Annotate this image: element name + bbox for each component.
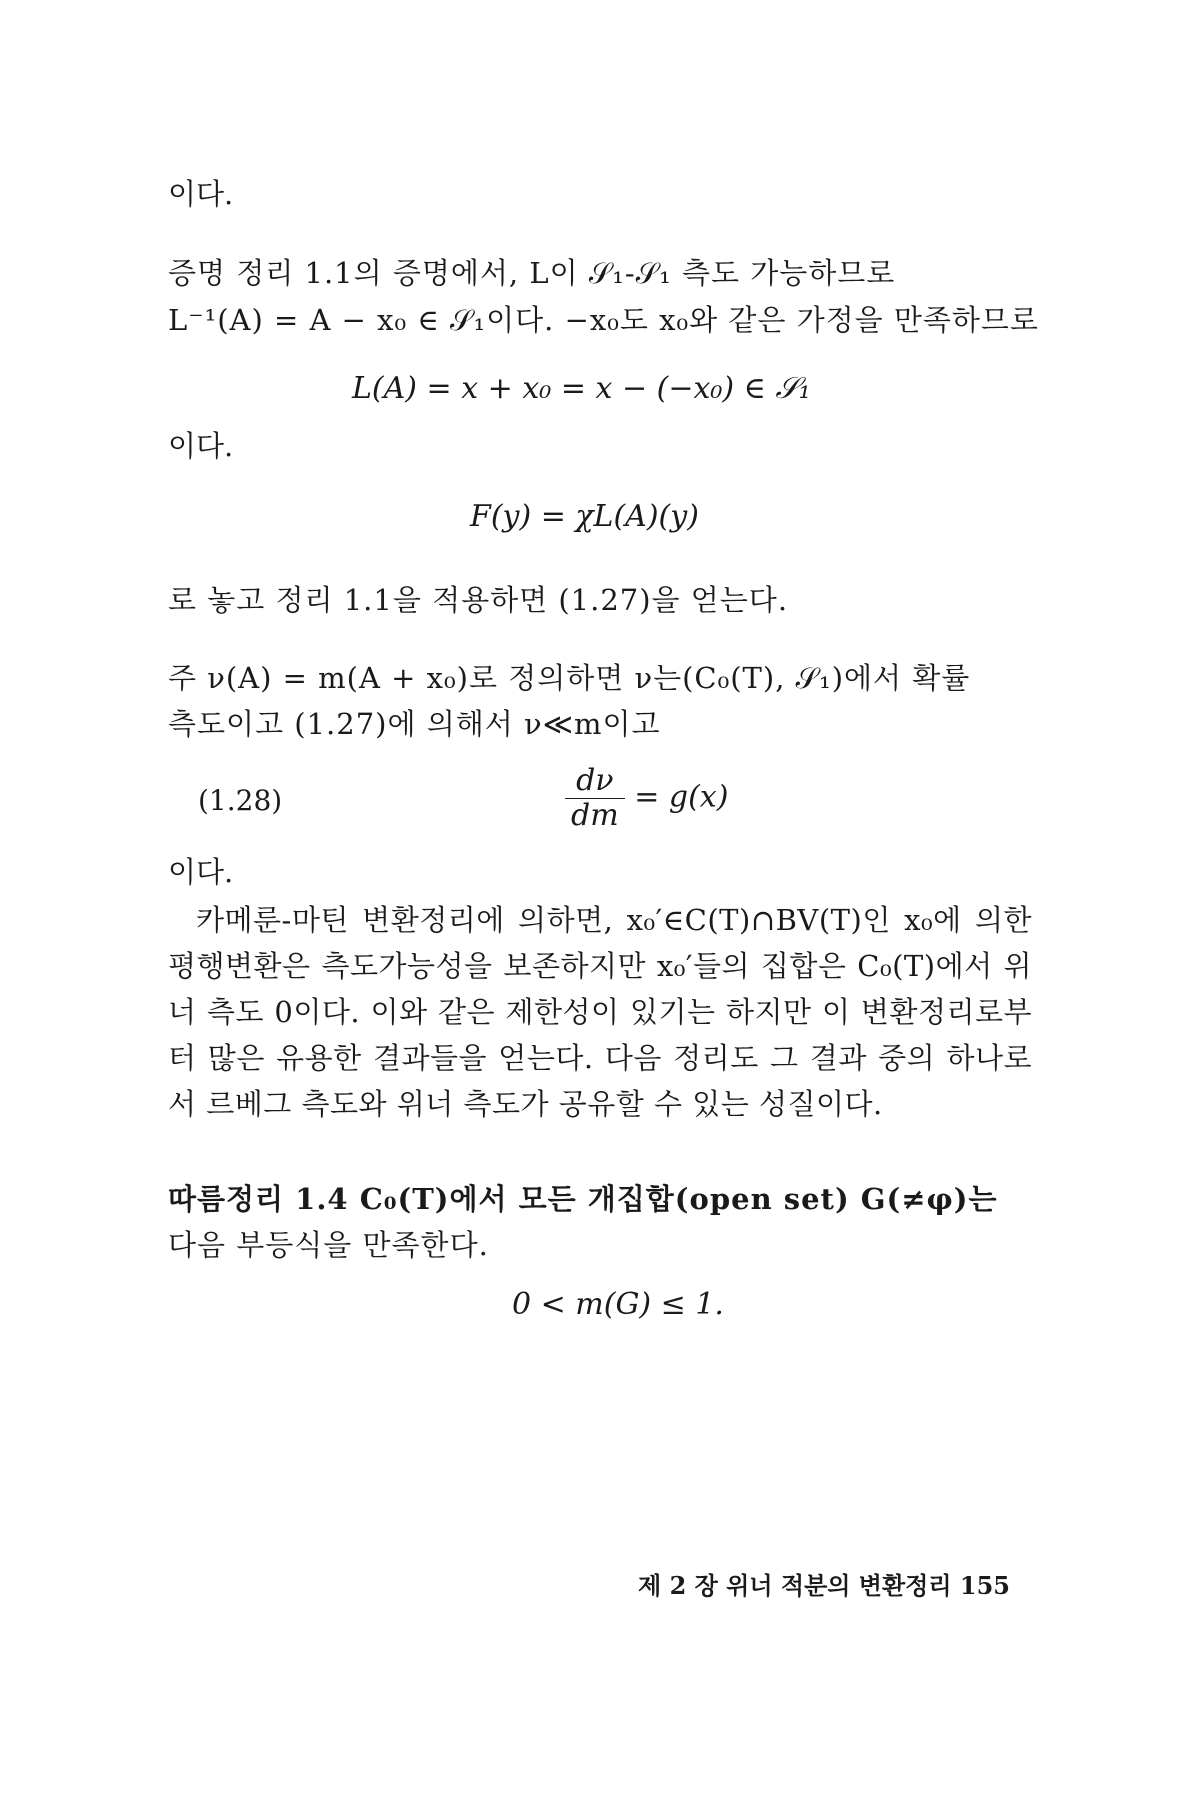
note-line-1: 주 ν(A) = m(A + x₀)로 정의하면 ν는(C₀(T), 𝒮₁)에서 확률 xyxy=(168,661,971,695)
fraction-rhs: = g(x) xyxy=(634,779,729,815)
equation-number: (1.28) xyxy=(198,784,283,817)
fraction-denominator: dm xyxy=(571,798,619,833)
equation-F: F(y) = χL(A)(y) xyxy=(470,499,699,534)
note-line-2: 측도이고 (1.27)에 의해서 ν≪m이고 xyxy=(168,707,661,741)
text-line: 로 놓고 정리 1.1을 적용하면 (1.27)을 얻는다. xyxy=(168,583,789,617)
body-paragraph: 카메룬-마틴 변환정리에 의하면, x₀′∈C(T)∩BV(T)인 x₀에 의한 평행변환은 측도가능성을 보존하지만 x₀′들의 집합은 C₀(T)에서 위너 측도 0이다. 이와 같은 제한성이 있기는 하지만 이 변환정리로부터 많은 유용한 결과들을 얻는다. 다음 정리도 그 결과 중의 하나로서 르베그 측도와 위너 측도가 공유할 수 있는 성질이다. xyxy=(168,903,1032,1121)
fraction xyxy=(565,763,625,833)
proof-line-1: 증명 정리 1.1의 증명에서, L이 𝒮₁-𝒮₁ 측도 가능하므로 xyxy=(168,256,896,290)
text-line: 이다. xyxy=(168,177,234,211)
equation-derivative xyxy=(565,763,729,833)
corollary-line-1: 따름정리 1.4 C₀(T)에서 모든 개집합(open set) G(≠φ)는 xyxy=(168,1182,998,1216)
proof-line-2: L⁻¹(A) = A − x₀ ∈ 𝒮₁이다. −x₀도 x₀와 같은 가정을 만족하므로 xyxy=(168,303,1039,337)
fraction-numerator: dν xyxy=(565,766,625,799)
page-footer: 제 2 장 위너 적분의 변환정리 155 xyxy=(638,1571,1010,1600)
equation-inequality: 0 < m(G) ≤ 1. xyxy=(512,1287,724,1322)
corollary-line-2: 다음 부등식을 만족한다. xyxy=(168,1228,489,1262)
text-line: 이다. xyxy=(168,429,234,463)
equation-LA: L(A) = x + x₀ = x − (−x₀) ∈ 𝒮₁ xyxy=(352,371,811,406)
text-line: 이다. xyxy=(168,855,234,889)
